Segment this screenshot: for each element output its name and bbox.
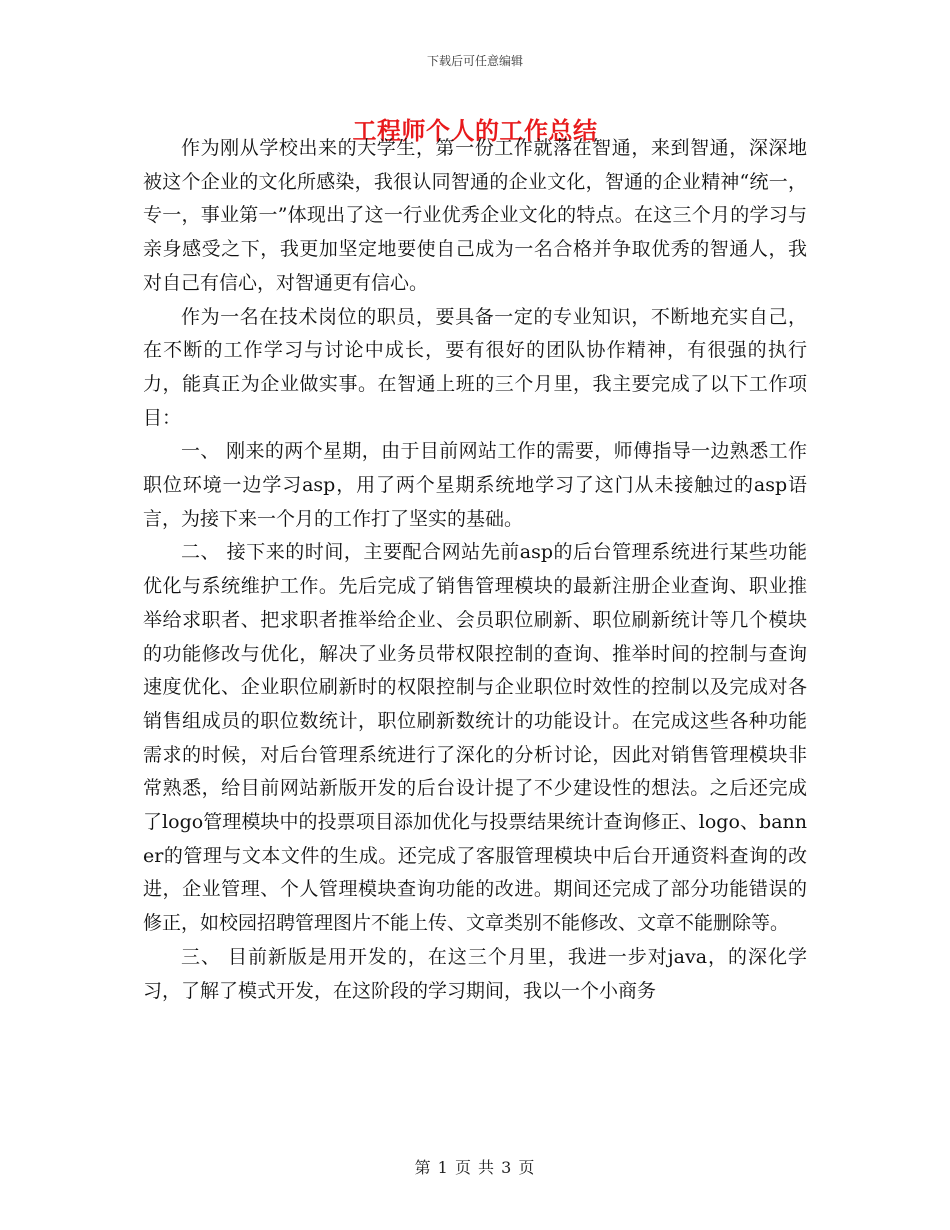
paragraph-item-three: 三、 目前新版是用开发的，在这三个月里，我进一步对java，的深化学习，了解了模式开发，在这阶段的学习期间，我以一个小商务 xyxy=(143,945,807,1002)
paragraph-item-one: 一、 刚来的两个星期，由于目前网站工作的需要，师傅指导一边熟悉工作职位环境一边学习asp，用了两个星期系统地学习了这门从未接触过的asp语言，为接下来一个月的工作打了坚实的基础。 xyxy=(143,440,807,530)
paragraph-item-two: 二、 接下来的时间，主要配合网站先前asp的后台管理系统进行某些功能优化与系统维护工作。先后完成了销售管理模块的最新注册企业查询、职业推举给求职者、把求职者推举给企业、会员职位刷新、职位刷新统计等几个模块的功能修改与优化，解决了业务员带权限控制的查询、推举时间的控制与查询速度优化、企业职位刷新时的权限控制与企业职位时效性的控制以及完成对各销售组成员的职位数统计，职位刷新数统计的功能设计。在完成这些各种功能需求的时候，对后台管理系统进行了深化的分析讨论，因此对销售管理模块非常熟悉，给目前网站新版开发的后台设计提了不少建设性的想法。之后还完成了logo管理模块中的投票项目添加优化与投票结果统计查询修正、logo、banner的管理与文本文件的生成。还完成了客服管理模块中后台开通资料查询的改进，企业管理、个人管理模块查询功能的改进。期间还完成了部分功能错误的修正，如校园招聘管理图片不能上传、文章类别不能修改、文章不能删除等。 xyxy=(143,541,807,935)
page-header: 下载后可任意编辑 xyxy=(426,54,523,68)
paragraph-intro: 作为刚从学校出来的大学生，第一份工作就落在智通，来到智通，深深地被这个企业的文化所感染，我很认同智通的企业文化，智通的企业精神“统一，专一，事业第一”体现出了这一行业优秀企业文化的特点。在这三个月的学习与亲身感受之下，我更加坚定地要使自己成为一名合格并争取优秀的智通人，我对自己有信心，对智通更有信心。 xyxy=(143,137,807,294)
page-footer: 第 1 页 共 3 页 xyxy=(414,1158,536,1177)
document-body xyxy=(143,132,807,1008)
document-title: 工程师个人的工作总结 xyxy=(352,117,598,145)
paragraph-role: 作为一名在技术岗位的职员，要具备一定的专业知识，不断地充实自己，在不断的工作学习与讨论中成长，要有很好的团队协作精神，有很强的执行力，能真正为企业做实事。在智通上班的三个月里，我主要完成了以下工作项目： xyxy=(143,305,807,429)
